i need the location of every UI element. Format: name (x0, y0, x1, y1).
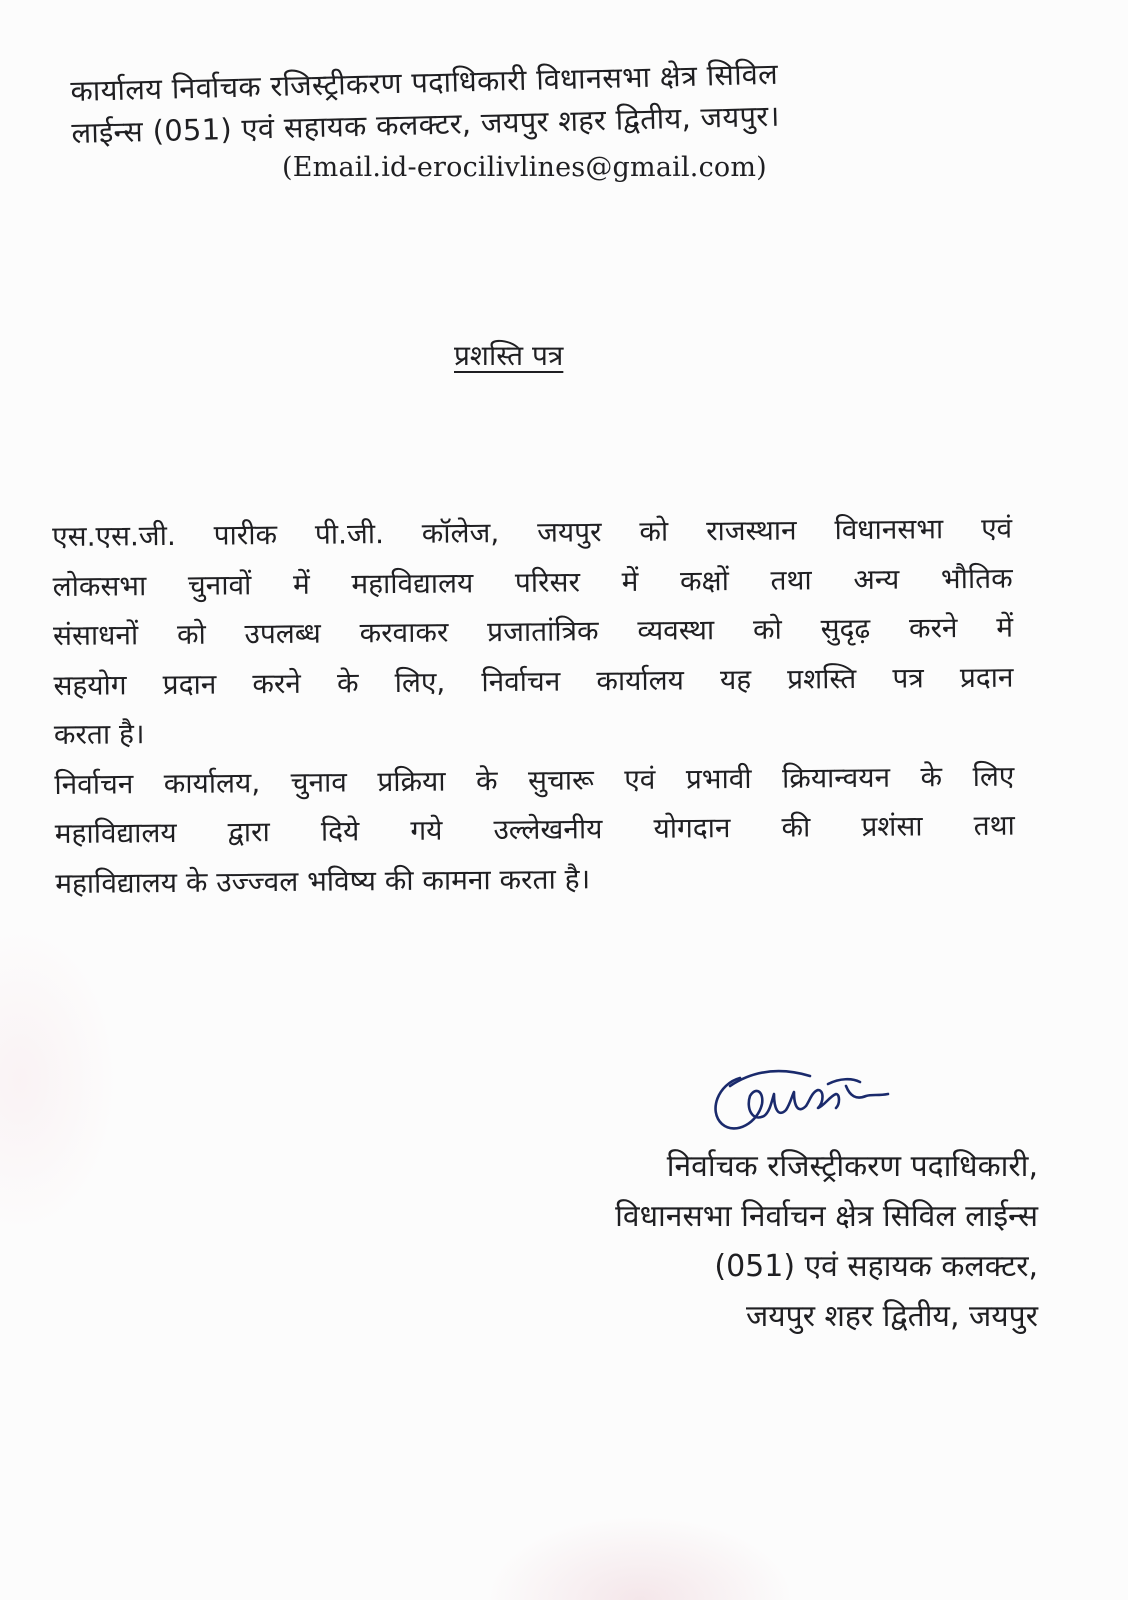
body-line: लोकसभा चुनावों में महाविद्यालय परिसर में कक्षों तथा अन्य भौतिक (52, 561, 1013, 603)
body-line: महाविद्यालय द्वारा दिये गये उल्लेखनीय योगदान की प्रशंसा तथा (54, 808, 1015, 850)
signatory-line-4: जयपुर शहर द्वितीय, जयपुर (746, 1299, 1038, 1334)
body-line: महाविद्यालय के उज्ज्वल भविष्य की कामना करता है। (55, 861, 591, 900)
header-line-2: लाईन्स (051) एवं सहायक कलक्टर, जयपुर शहर द्वितीय, जयपुर। (71, 98, 781, 150)
signature-mark (700, 1056, 910, 1146)
body-line: संसाधनों को उपलब्ध करवाकर प्रजातांत्रिक व्यवस्था को सुदृढ़ करने में (52, 610, 1014, 652)
body-line: करता है। (53, 717, 145, 751)
office-header (70, 48, 952, 153)
signatory-line-3: (051) एवं सहायक कलक्टर, (714, 1249, 1038, 1284)
office-email: (Email.id-erocilivlines@gmail.com) (282, 152, 767, 183)
certificate-body (52, 504, 1015, 908)
body-line: सहयोग प्रदान करने के लिए, निर्वाचन कार्यालय यह प्रशस्ति पत्र प्रदान (53, 660, 1014, 702)
signatory-line-2: विधानसभा निर्वाचन क्षेत्र सिविल लाईन्स (615, 1199, 1038, 1234)
certificate-title: प्रशस्ति पत्र (454, 339, 564, 372)
signatory-line-1: निर्वाचक रजिस्ट्रीकरण पदाधिकारी, (666, 1149, 1038, 1184)
header-line-1: कार्यालय निर्वाचक रजिस्ट्रीकरण पदाधिकारी विधानसभा क्षेत्र सिविल (70, 56, 779, 108)
body-line: निर्वाचन कार्यालय, चुनाव प्रक्रिया के सुचारू एवं प्रभावी क्रियान्वयन के लिए (54, 759, 1015, 801)
signatory-block (615, 1142, 1038, 1342)
body-line: एस.एस.जी. पारीक पी.जी. कॉलेज, जयपुर को राजस्थान विधानसभा एवं (52, 511, 1013, 553)
